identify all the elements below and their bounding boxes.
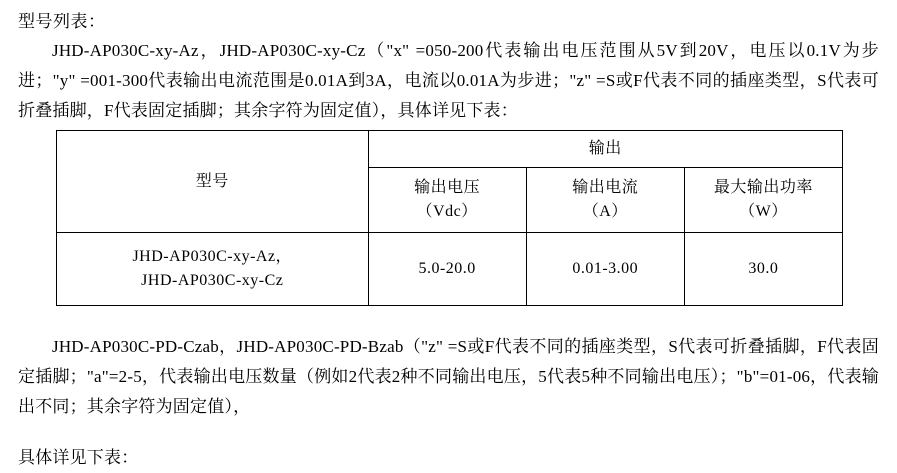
paragraph-model-list-2-continued: 具体详见下表： [18,448,139,467]
table-header-model: 型号 [57,131,369,233]
header-current-line1: 输出电流 [572,179,639,196]
section-spacer [18,306,879,328]
table-header-max-output-power [684,168,842,233]
header-power-line1: 最大输出功率 [713,179,813,196]
cell-max-power-value: 30.0 [684,233,842,306]
table-header-output-group: 输出 [368,131,842,168]
header-power-line2: （W） [739,203,788,220]
model-value-line2: JHD-AP030C-xy-Cz [141,272,284,289]
paragraph-model-list-2: JHD-AP030C-PD-Czab，JHD-AP030C-PD-Bzab（"z" =S或F代表不同的插座类型，S代表可折叠插脚，F代表固定插脚；"a"=2-5，代表输出电压数量（例如2代表2种不同输出电压，5代表5种不同输出电压）；"b"=01-06，代表输出不同；其余字符为固定值）， [18,337,879,416]
model-value-line1: JHD-AP030C-xy-Az， [132,248,293,265]
cell-model-value [57,233,369,306]
specification-table [56,130,843,306]
table-row [57,233,843,306]
table-header-output-current [526,168,684,233]
spec-table-container [18,130,879,306]
cell-output-current-value: 0.01-3.00 [526,233,684,306]
table-header-output-voltage [368,168,526,233]
table-row [57,131,843,168]
cell-output-voltage-value: 5.0-20.0 [368,233,526,306]
header-voltage-line1: 输出电压 [414,179,481,196]
page-title: 型号列表： [18,12,106,31]
header-current-line2: （A） [582,203,628,220]
paragraph-model-list-1: JHD-AP030C-xy-Az，JHD-AP030C-xy-Cz（"x" =050-200代表输出电压范围从5V到20V，电压以0.1V为步进；"y" =001-300代表输出电流范围是0.01A到3A，电流以0.01A为步进；"z" =S或F代表不同的插座类型，S代表可折叠插脚，F代表固定插脚；其余字符为固定值），具体详见下表： [18,41,879,120]
header-voltage-line2: （Vdc） [416,203,478,220]
